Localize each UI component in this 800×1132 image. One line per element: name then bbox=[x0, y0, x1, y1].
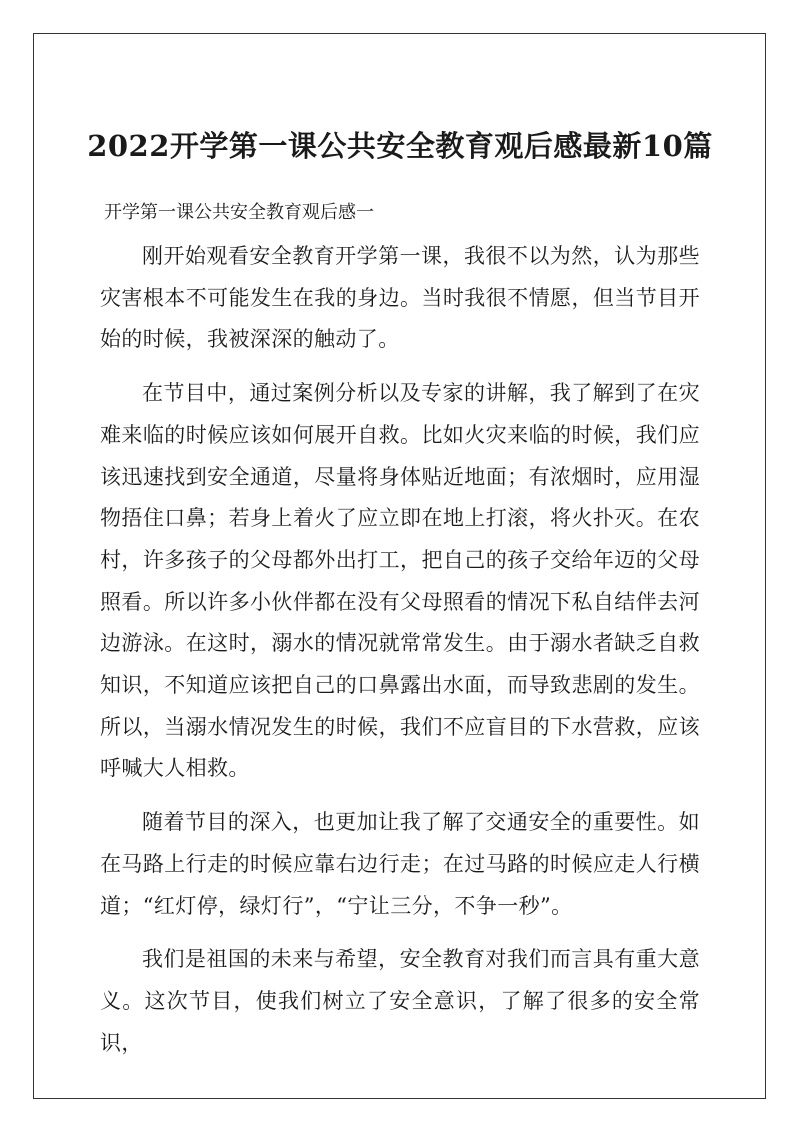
paragraph: 刚开始观看安全教育开学第一课，我很不以为然，认为那些灾害根本不可能发生在我的身边。当时我很不情愿，但当节目开始的时候，我被深深的触动了。 bbox=[100, 244, 700, 352]
document-title: 2022开学第一课公共安全教育观后感最新10篇 bbox=[87, 129, 713, 163]
document-body bbox=[100, 236, 700, 1064]
section-subtitle: 开学第一课公共安全教育观后感一 bbox=[104, 202, 374, 223]
paragraph: 我们是祖国的未来与希望，安全教育对我们而言具有重大意义。这次节目，使我们树立了安全意识，了解了很多的安全常识， bbox=[100, 947, 700, 1055]
paragraph: 随着节目的深入，也更加让我了解了交通安全的重要性。如在马路上行走的时候应靠右边行走；在过马路的时候应走人行横道；“红灯停，绿灯行”，“宁让三分，不争一秒”。 bbox=[100, 810, 700, 918]
paragraph: 在节目中，通过案例分析以及专家的讲解，我了解到了在灾难来临的时候应该如何展开自救。比如火灾来临的时候，我们应该迅速找到安全通道，尽量将身体贴近地面；有浓烟时，应用湿物捂住口鼻；若身上着火了应立即在地上打滚，将火扑灭。在农村，许多孩子的父母都外出打工，把自己的孩子交给年迈的父母照看。所以许多小伙伴都在没有父母照看的情况下私自结伴去河边游泳。在这时，溺水的情况就常常发生。由于溺水者缺乏自救知识，不知道应该把自己的口鼻露出水面，而导致悲剧的发生。所以，当溺水情况发生的时候，我们不应盲目的下水营救，应该呼喊大人相救。 bbox=[100, 381, 700, 781]
